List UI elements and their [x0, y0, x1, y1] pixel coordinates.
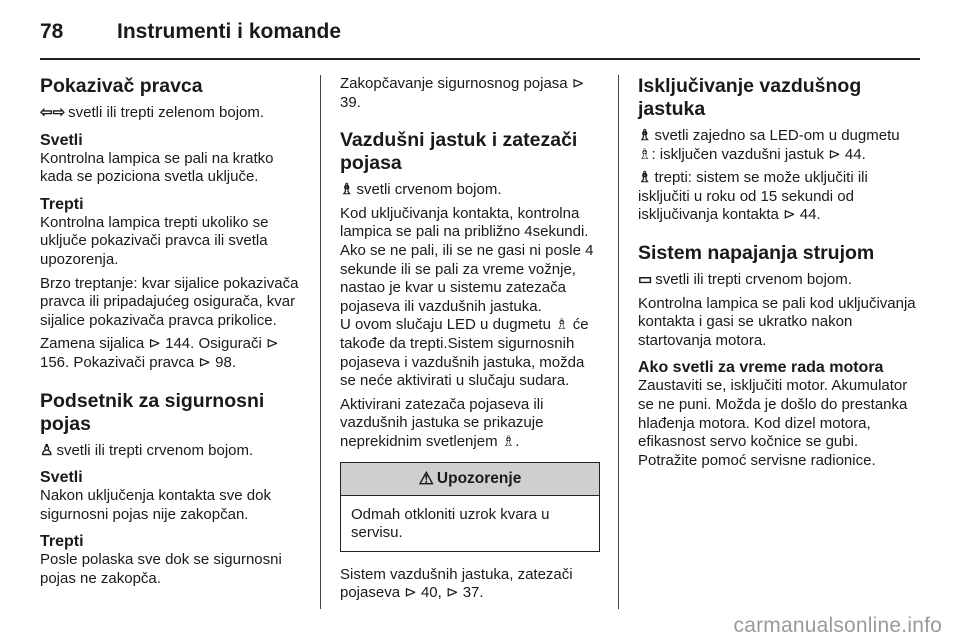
airbag-off-blink: [638, 169, 920, 225]
turn-signal-text: svetli ili trepti zelenom bojom.: [68, 104, 265, 121]
seatbelt-text: svetli ili trepti crvenom bojom.: [56, 441, 254, 459]
trepti-text-2: Posle polaska sve dok se sigurnosni pojas ne zakopča.: [40, 551, 282, 587]
warning-box: [340, 462, 600, 552]
airbag-off-desc: [638, 127, 920, 164]
warning-text: Odmah otkloniti uzrok kvara u servisu.: [351, 505, 550, 542]
header-rule: [40, 58, 920, 60]
subheading-svetli-2: Svetli: [40, 469, 83, 487]
belt-fastening-ref: Zakopčavanje sigurnosnog pojasa ⊳ 39.: [340, 75, 585, 111]
watermark: carmanualsonline.info: [733, 614, 942, 637]
column-1: [40, 75, 308, 594]
charging-desc: [638, 271, 920, 290]
column-3: [638, 75, 920, 475]
airbag-text: svetli crvenom bojom.: [356, 181, 502, 199]
warning-triangle-icon: ⚠: [418, 468, 434, 488]
warning-title: Upozorenje: [436, 469, 522, 487]
airbag-off-icon: ♗: [638, 169, 652, 187]
warning-header: [341, 463, 599, 496]
svetli-text: Kontrolna lampica se pali na kratko kada se poziciona svetla uključe.: [40, 149, 274, 186]
airbag-desc: [340, 181, 602, 200]
airbag-para-3: U ovom slučaju LED u dugmetu ♗ će takođe da trepti.Sistem sigurnosnih pojaseva i vazdušnih jastuka, možda se neće aktivirati u slučaju sudara.: [340, 316, 589, 390]
heading-turn-signal: Pokazivač pravca: [40, 75, 203, 97]
subheading-svetli: Svetli: [40, 131, 83, 149]
heading-airbag-pretensioner: Vazdušni jastuk i zatezači pojasa: [340, 129, 578, 175]
turn-signal-desc: [40, 104, 308, 123]
subheading-trepti-2: Trepti: [40, 533, 84, 551]
seatbelt-icon: ♙: [40, 441, 54, 459]
section-title: Instrumenti i komande: [117, 20, 342, 43]
column-divider: [320, 75, 321, 609]
page-number: 78: [40, 20, 64, 43]
airbag-off-icon: ♗: [638, 127, 652, 144]
heading-seatbelt-reminder: Podsetnik za sigurnosni pojas: [40, 389, 265, 435]
airbag-off-text: svetli zajedno sa LED-om u dugmetu ♗: isključen vazdušni jastuk ⊳ 44.: [638, 127, 900, 163]
column-2: [340, 75, 602, 608]
airbag-icon: ♗: [340, 181, 354, 199]
subheading-trepti: Trepti: [40, 195, 84, 213]
subheading-engine-running: Ako svetli za vreme rada motora: [638, 359, 884, 377]
battery-icon: ▭: [638, 270, 653, 288]
heading-charging-system: Sistem napajanja strujom: [638, 241, 875, 264]
engine-running-text: Zaustaviti se, isključiti motor. Akumulator se ne puni. Možda je došlo do prestanka hlađenja motora. Kod dizel motora, efikasnost servo kočnice se gubi. Potražite pomoć servisne radionice.: [638, 377, 908, 469]
page-header: [40, 20, 920, 50]
charging-para-2: Kontrolna lampica se pali kod uključivanja kontakta i gasi se ukratko nakon startovanja motora.: [638, 294, 916, 349]
airbag-system-ref: Sistem vazdušnih jastuka, zatezači pojaseva ⊳ 40, ⊳ 37.: [340, 565, 573, 602]
charging-text: svetli ili trepti crvenom bojom.: [655, 270, 852, 288]
bulb-ref-text: Zamena sijalica ⊳ 144. Osigurači ⊳ 156. Pokazivači pravca ⊳ 98.: [40, 335, 279, 371]
airbag-off-blink-text: trepti: sistem se može uključiti ili isključiti u roku od 15 sekundi od isključivanja kontakta ⊳ 44.: [638, 169, 868, 224]
turn-signal-icon: ⇦⇨: [40, 104, 66, 121]
svetli-text-2: Nakon uključenja kontakta sve dok sigurnosni pojas nije zakopčan.: [40, 487, 271, 523]
column-divider: [618, 75, 619, 609]
airbag-para-2: Kod uključivanja kontakta, kontrolna lampica se pali na približno 4sekundi. Ako se ne pali, ili se ne gasi ni posle 4 sekunde ili se pali za vreme vožnje, nastao je kvar u sistemu zatezača pojaseva ili vazdušnih jastuka.: [340, 204, 594, 315]
seatbelt-desc: [40, 442, 308, 461]
heading-airbag-deactivation: Isključivanje vazdušnog jastuka: [638, 75, 862, 120]
trepti-text: Kontrolna lampica trepti ukoliko se uključe pokazivači pravca ili svetla upozorenja.: [40, 213, 269, 268]
fast-blink-text: Brzo treptanje: kvar sijalice pokazivača pravca ili pripadajućeg osigurača, kvar sijalice pokazivača pravca prikolice.: [40, 274, 299, 329]
airbag-para-4: Aktivirani zatezača pojaseva ili vazdušnih jastuka se prikazuje neprekidnim svetlenjem ♗.: [340, 395, 544, 450]
